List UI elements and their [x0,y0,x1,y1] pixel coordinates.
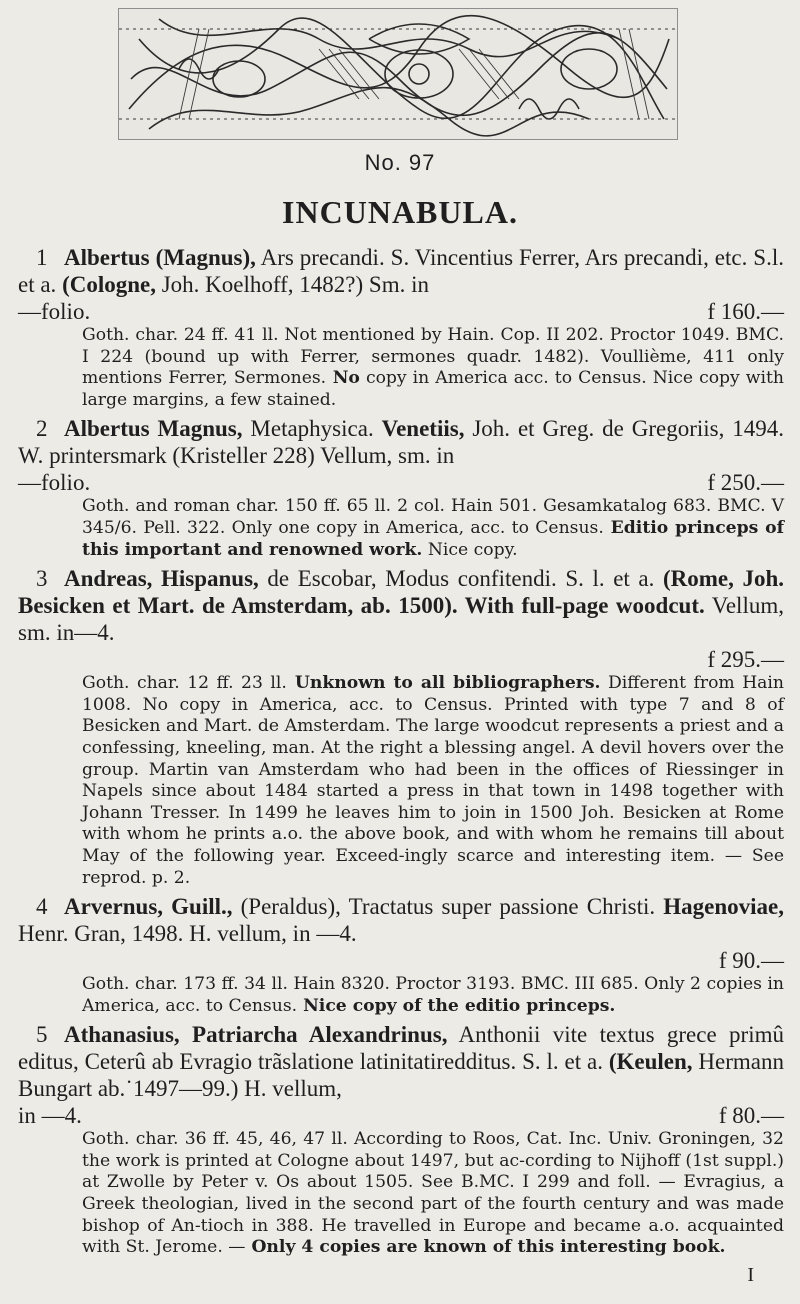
entry-notes-emphasis: Only 4 copies are known of this interesting book. [245,1237,726,1258]
entry-price: f 90.— [718,948,784,974]
entry-price-line [18,646,784,673]
entry-title: Metaphysica. [242,416,382,442]
entry-notes-emphasis: No [326,368,360,389]
entry-imprint: (Rome, Joh. Besicken et Mart. de Amsterdam, ab. 1500). With full-page woodcut. [18,566,784,619]
ornament-icon [119,9,677,139]
entry-imprint-rest: Henr. Gran, 1498. H. vellum, in —4. [18,921,357,947]
entry-notes-emphasis: Editio princeps of this important and renowned work. [82,517,784,560]
entry-price-line [18,1102,784,1129]
entry-title: Anthonii vite textus grece primû editus, Ceterû ab Evragio trãslatione latinitatiredditus. S. l. et a. [18,1022,784,1075]
catalogue-entry [18,565,784,889]
entry-heading [18,565,784,646]
entry-notes [82,974,784,1017]
catalogue-entry [18,893,784,1017]
entry-list [18,244,784,1263]
entry-notes-text: Goth. char. 173 ff. 34 ll. Hain 8320. Proctor 3193. BMC. III 685. Only 2 copies in America, acc. to Census. [82,974,784,1016]
entry-author: Arvernus, Guill., [64,894,233,920]
entry-heading [18,893,784,947]
entry-imprint: Hagenoviae, [663,894,785,920]
catalogue-entry [18,1021,784,1259]
entry-format: in —4. [18,1103,82,1129]
entry-notes-text: Goth. char. 36 ff. 45, 46, 47 ll. According to Roos, Cat. Inc. Univ. Groningen, 32 the work is printed at Cologne about 1497, but ac-cording to Nijhoff (1st suppl.) at Zwolle by Peter v. Os about 1505. See B.MC. I 299 and foll. — Evragius, a Greek theologian, lived in the second part of the fourth century and was made bishop of An-tioch in 388. He travelled in Europe and became a.o. acquainted with St. Jerome. — [82,1129,784,1258]
entry-imprint: Venetiis, [381,416,465,442]
entry-number: 3 [36,566,48,592]
entry-price-line [18,298,784,325]
signature-mark: I [747,1264,754,1286]
entry-notes-emphasis: Nice copy of the editio princeps. [297,995,616,1016]
section-title: INCUNABULA. [282,194,518,230]
entry-author: Andreas, Hispanus, [64,566,259,592]
entry-price-line [18,947,784,974]
catalogue-entry [18,415,784,561]
entry-heading [18,244,784,298]
entry-imprint-rest: Hermann Bungart ab.˙1497—99.) H. vellum, [18,1049,785,1102]
entry-author: Albertus (Magnus), [64,245,256,270]
entry-imprint: (Cologne, [62,272,156,297]
entry-format: —folio. [18,299,91,324]
entry-price: f 160.— [707,299,784,324]
woodcut-border-illustration [118,8,678,140]
entry-number: 4 [36,894,48,920]
entry-notes [82,1129,784,1259]
entry-heading [18,415,784,469]
entry-title: Ars precandi. S. Vincentius Ferrer, Ars precandi, etc. S.l. et a. [18,245,784,297]
entry-imprint-rest: Joh. et Greg. de Gregoriis, 1494. W. printersmark (Kristeller 228) Vellum, sm. in [18,416,784,469]
entry-imprint: (Keulen, [608,1049,693,1075]
entry-price: f 295.— [707,647,784,673]
entry-price: f 80.— [718,1103,784,1129]
entry-number: 5 [36,1022,48,1048]
entry-number: 2 [36,416,48,442]
entry-author: Albertus Magnus, [64,416,243,442]
catalogue-entry [18,244,784,411]
entry-notes-tail: Nice copy. [422,539,518,560]
entry-heading [18,1021,784,1102]
entry-notes [82,325,784,411]
entry-notes-text: Goth. and roman char. 150 ff. 65 ll. 2 col. Hain 501. Gesamkatalog 683. BMC. V 345/6. Pell. 322. Only one copy in America, acc. to Census. [82,496,784,538]
entry-title: (Peraldus), Tractatus super passione Christi. [232,894,664,920]
entry-imprint-rest: Joh. Koelhoff, 1482?) Sm. in [155,272,429,297]
entry-author: Athanasius, Patriarcha Alexandrinus, [64,1022,448,1048]
entry-title: de Escobar, Modus confitendi. S. l. et a. [258,566,663,592]
entry-notes [82,496,784,561]
entry-price: f 250.— [707,470,784,496]
entry-notes-text: Goth. char. 12 ff. 23 ll. [82,673,287,694]
plate-number: No. 97 [364,150,436,175]
entry-notes-tail: copy in America acc. to Census. Nice copy with large margins, a few stained. [82,368,784,410]
entry-notes [82,673,784,889]
entry-notes-tail: Different from Hain 1008. No copy in America, acc. to Census. Printed with type 7 and 8 of Besicken and Mart. de Amsterdam. The large woodcut represents a priest and a confessing, kneeling, man. At the right a blessing angel. A devil hovers over the group. Martin van Amsterdam who had been in the offices of Riessinger in Napels since about 1484 started a press in that town in 1498 together with Johann Tresser. In 1499 he leaves him to join in 1500 Joh. Besicken at Rome with whom he prints a.o. the above book, and with whom he remains till about May of the following year. Exceed-ingly scarce and interesting item. — See reprod. p. 2. [82,673,784,888]
entry-price-line [18,469,784,496]
entry-number: 1 [36,245,48,270]
entry-imprint-rest: Vellum, sm. in—4. [18,593,784,646]
entry-notes-emphasis: Unknown to all bibliographers. [286,673,601,694]
entry-notes-text: Goth. char. 24 ff. 41 ll. Not mentioned by Hain. Cop. II 202. Proctor 1049. BMC. I 224 (bound up with Ferrer, sermones quadr. 1482). Voullième, 411 only mentions Ferrer, Sermones. [82,325,784,389]
entry-format: —folio. [18,470,91,496]
